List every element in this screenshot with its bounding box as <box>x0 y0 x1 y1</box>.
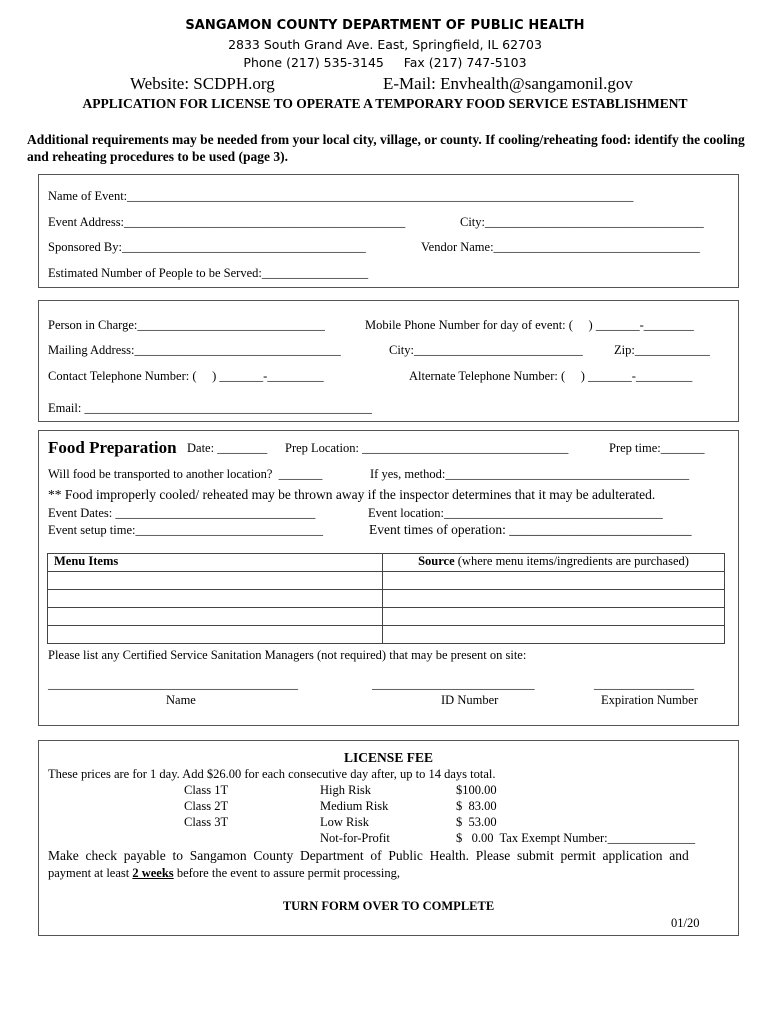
alternate-phone-field[interactable]: Alternate Telephone Number: ( ) _______-_________ <box>409 369 693 383</box>
manager-name-line[interactable]: ________________________________________ <box>48 677 298 691</box>
menu-item-cell[interactable] <box>48 608 383 626</box>
menu-item-cell[interactable] <box>48 590 383 608</box>
table-row[interactable] <box>48 590 725 608</box>
prep-date-field[interactable]: Date: ________ <box>187 441 268 455</box>
table-header-row <box>48 554 725 572</box>
source-header: Source (where menu items/ingredients are purchased) <box>383 554 725 572</box>
prep-location-field[interactable]: Prep Location: _________________________________ <box>285 441 569 455</box>
fee-price: $ 53.00 <box>456 815 497 829</box>
menu-items-table <box>47 553 725 644</box>
food-preparation-box <box>38 430 739 726</box>
food-preparation-title: Food Preparation <box>48 438 177 457</box>
org-address: 2833 South Grand Ave. East, Springfield, IL 62703 <box>228 37 542 52</box>
fee-class: Class 3T <box>184 815 229 829</box>
event-city-field[interactable]: City:___________________________________ <box>460 215 704 229</box>
license-fee-intro: These prices are for 1 day. Add $26.00 for each consecutive day after, up to 14 days total. <box>48 767 496 781</box>
fee-class: Class 2T <box>184 799 229 813</box>
org-name: SANGAMON COUNTY DEPARTMENT OF PUBLIC HEALTH <box>185 18 585 33</box>
contact-phone-field[interactable]: Contact Telephone Number: ( ) _______-_________ <box>48 369 324 383</box>
fee-risk: Not-for-Profit <box>320 831 390 845</box>
license-fee-box <box>38 740 739 936</box>
expiration-number-label: Expiration Number <box>601 693 698 707</box>
id-number-label: ID Number <box>441 693 499 707</box>
payment-deadline: payment at least 2 weeks before the event to assure permit processing, <box>48 866 400 880</box>
menu-items-header: Menu Items <box>48 554 383 572</box>
prep-time-field[interactable]: Prep time:_______ <box>609 441 705 455</box>
manager-id-line[interactable]: __________________________ <box>372 677 535 691</box>
transported-field[interactable]: Will food be transported to another location? _______ <box>48 467 323 481</box>
email-field[interactable]: Email: ______________________________________________ <box>48 401 372 415</box>
zip-field[interactable]: Zip:____________ <box>614 343 710 357</box>
org-phone-fax: Phone (217) 535-3145 Fax (217) 747-5103 <box>243 55 527 70</box>
email-address: E-Mail: Envhealth@sangamonil.gov <box>383 74 633 93</box>
source-cell[interactable] <box>383 572 725 590</box>
transport-method-field[interactable]: If yes, method:_______________________________________ <box>370 467 690 481</box>
mobile-phone-field[interactable]: Mobile Phone Number for day of event: ( ) _______-________ <box>365 318 694 332</box>
fee-risk: Low Risk <box>320 815 369 829</box>
event-location-field[interactable]: Event location:___________________________________ <box>368 506 663 520</box>
table-row[interactable] <box>48 572 725 590</box>
table-row[interactable] <box>48 626 725 644</box>
license-fee-title: LICENSE FEE <box>344 750 433 765</box>
payable-instruction: Make check payable to Sangamon County Department of Public Health. Please submit permit application and <box>48 848 689 863</box>
contact-info-box <box>38 300 739 422</box>
person-in-charge-field[interactable]: Person in Charge:______________________________ <box>48 318 325 332</box>
event-dates-field[interactable]: Event Dates: ________________________________ <box>48 506 316 520</box>
turn-over-notice: TURN FORM OVER TO COMPLETE <box>282 899 495 913</box>
cooling-warning: ** Food improperly cooled/ reheated may be thrown away if the inspector determines that it may be adulterated. <box>48 487 656 502</box>
name-of-event-field[interactable]: Name of Event:_________________________________________________________________________________ <box>48 189 634 203</box>
source-cell[interactable] <box>383 626 725 644</box>
form-revision: 01/20 <box>671 916 700 930</box>
fee-price: $100.00 <box>456 783 497 797</box>
menu-item-cell[interactable] <box>48 572 383 590</box>
times-of-operation-field[interactable]: Event times of operation: ___________________________ <box>369 522 692 537</box>
fee-risk: Medium Risk <box>320 799 389 813</box>
fee-risk: High Risk <box>320 783 372 797</box>
tax-exempt-number-field[interactable]: $ 0.00 Tax Exempt Number:______________ <box>456 831 696 845</box>
event-address-field[interactable]: Event Address:_____________________________________________ <box>48 215 406 229</box>
table-row[interactable] <box>48 608 725 626</box>
sponsored-by-field[interactable]: Sponsored By:_______________________________________ <box>48 240 366 254</box>
fee-class: Class 1T <box>184 783 229 797</box>
name-label: Name <box>166 693 196 707</box>
vendor-name-field[interactable]: Vendor Name:_________________________________ <box>421 240 700 254</box>
event-info-box <box>38 174 739 288</box>
mailing-address-field[interactable]: Mailing Address:_________________________________ <box>48 343 341 357</box>
managers-prompt: Please list any Certified Service Sanitation Managers (not required) that may be present on site: <box>48 648 527 662</box>
intro-text: Additional requirements may be needed from your local city, village, or county. If cooling/reheating food: identify the cooling and reheating procedures to be used (page 3). <box>27 132 745 164</box>
application-title: APPLICATION FOR LICENSE TO OPERATE A TEMPORARY FOOD SERVICE ESTABLISHMENT <box>82 96 688 111</box>
fee-price: $ 83.00 <box>456 799 497 813</box>
manager-expiration-line[interactable]: ________________ <box>594 677 694 691</box>
source-cell[interactable] <box>383 590 725 608</box>
contact-city-field[interactable]: City:___________________________ <box>389 343 583 357</box>
setup-time-field[interactable]: Event setup time:______________________________ <box>48 523 323 537</box>
website: Website: SCDPH.org <box>130 74 275 93</box>
estimated-people-field[interactable]: Estimated Number of People to be Served:_________________ <box>48 266 369 280</box>
source-cell[interactable] <box>383 608 725 626</box>
menu-item-cell[interactable] <box>48 626 383 644</box>
